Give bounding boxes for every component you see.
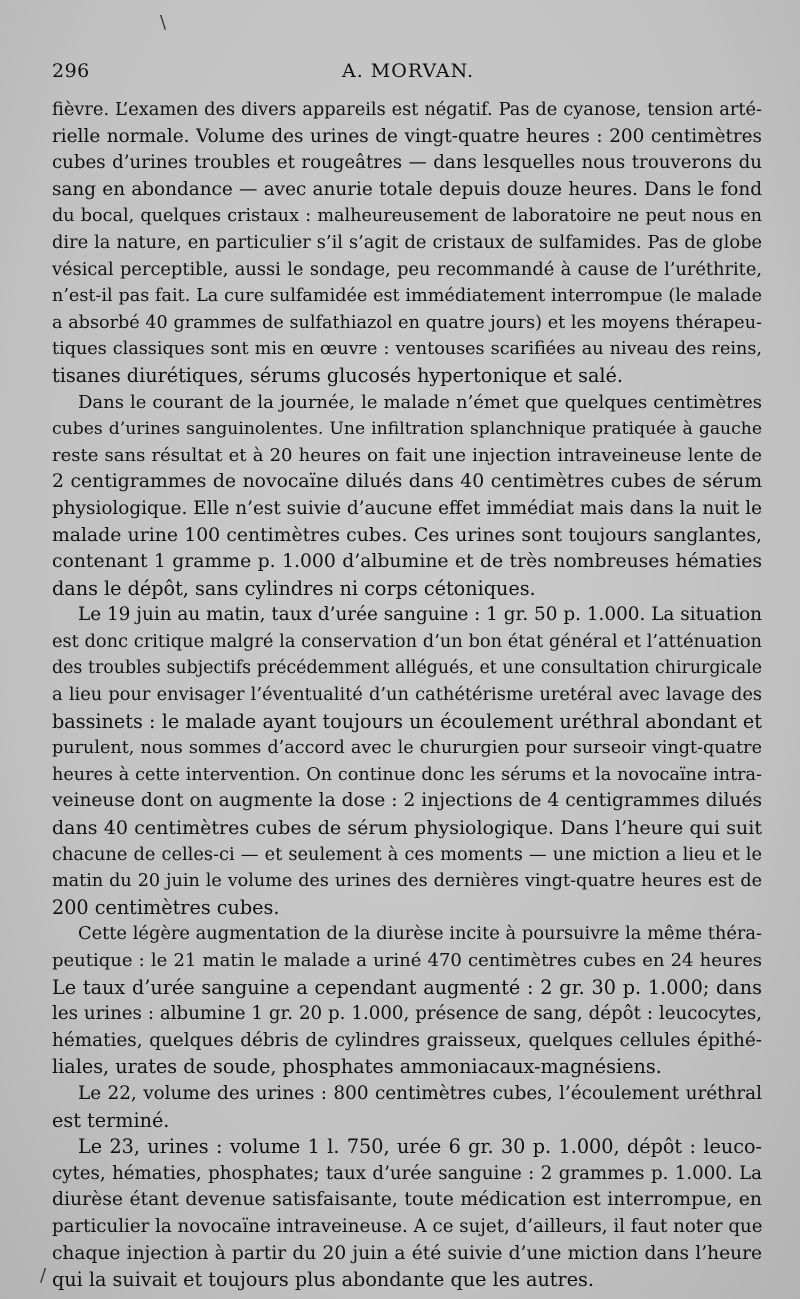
text-line: cubes d’urines troubles et rougeâtres — dans lesquelles nous trouverons du — [52, 152, 762, 174]
text-line: rielle normale. Volume des urines de vingt-quatre heures : 200 centimètres — [52, 125, 762, 147]
text-line: contenant 1 gramme p. 1.000 d’albumine et de très nombreuses hématies — [52, 551, 762, 573]
text-line: fièvre. L’examen des divers appareils est négatif. Pas de cyanose, tension arté- — [52, 99, 762, 120]
text-line: hématies, quelques débris de cylindres graisseux, quelques cellules épithé- — [52, 1029, 762, 1051]
text-line: cytes, hématies, phosphates; taux d’urée sanguine : 2 grammes p. 1.000. La — [52, 1162, 762, 1184]
text-line: malade urine 100 centimètres cubes. Ces urines sont toujours sanglantes, — [52, 524, 762, 546]
text-line: a lieu pour envisager l’éventualité d’un cathétérisme uretéral avec lavage des — [52, 684, 762, 706]
text-line: dans le dépôt, sans cylindres ni corps cétoniques. — [52, 576, 536, 600]
text-line: diurèse étant devenue satisfaisante, toute médication est interrompue, en — [52, 1189, 762, 1211]
text-line: vésical perceptible, aussi le sondage, peu recommandé à cause de l’uréthrite, — [52, 258, 762, 280]
text-line: 2 centigrammes de novocaïne dilués dans 40 centimètres cubes de sérum — [52, 471, 762, 493]
paragraph — [52, 921, 762, 1081]
text-line: a absorbé 40 grammes de sulfathiazol en quatre jours) et les moyens thérapeu- — [52, 312, 762, 333]
text-line: des troubles subjectifs précédemment allégués, et une consultation chirurgicale — [52, 658, 762, 679]
text-line: chacune de celles-ci — et seulement à ces moments — une miction a lieu et le — [52, 843, 762, 865]
text-line: tiques classiques sont mis en œuvre : ventouses scarifiées au niveau des reins, — [52, 339, 762, 360]
body-text — [52, 97, 762, 1294]
text-line: Cette légère augmentation de la diurèse incite à poursuivre la même théra- — [78, 923, 762, 945]
text-line: purulent, nous sommes d’accord avec le chururgien pour surseoir vingt-quatre — [52, 738, 762, 759]
paragraph — [52, 1134, 762, 1294]
text-line: Le 19 juin au matin, taux d’urée sanguine : 1 gr. 50 p. 1.000. La situation — [78, 604, 762, 626]
paragraph — [52, 1081, 762, 1134]
text-line: du bocal, quelques cristaux : malheureusement de laboratoire ne peut nous en — [52, 206, 762, 227]
scan-speck: \ — [160, 12, 167, 33]
text-line: matin du 20 juin le volume des urines des dernières vingt-quatre heures est de — [52, 871, 762, 892]
text-line: reste sans résultat et à 20 heures on fait une injection intraveineuse lente de — [52, 444, 762, 466]
running-head: A. MORVAN. — [342, 60, 475, 82]
text-line: est donc critique malgré la conservation d’un bon état général et l’atténuation — [52, 630, 762, 652]
text-line: qui la suivait et toujours plus abondante que les autres. — [52, 1268, 594, 1292]
text-line: bassinets : le malade ayant toujours un écoulement uréthral abondant et — [52, 709, 762, 733]
text-line: particulier la novocaïne intraveineuse. A ce sujet, d’ailleurs, il faut noter que — [52, 1215, 763, 1237]
text-line: physiologique. Elle n’est suivie d’aucune effet immédiat mais dans la nuit le — [52, 497, 762, 519]
text-line: les urines : albumine 1 gr. 20 p. 1.000, présence de sang, dépôt : leucocytes, — [52, 1003, 762, 1025]
text-line: heures à cette intervention. On continue donc les sérums et la novocaïne intra- — [52, 764, 762, 785]
page-number: 296 — [52, 60, 90, 82]
text-line: sang en abondance — avec anurie totale depuis douze heures. Dans le fond — [52, 178, 762, 200]
text-line: liales, urates de soude, phosphates ammoniacaux-magnésiens. — [52, 1055, 662, 1079]
text-line: veineuse dont on augmente la dose : 2 injections de 4 centigrammes dilués — [52, 790, 762, 812]
paragraph — [52, 390, 762, 603]
text-line: cubes d’urines sanguinolentes. Une infiltration splanchnique pratiquée à gauche — [52, 419, 762, 440]
paragraph — [52, 602, 762, 921]
text-line: est terminé. — [52, 1108, 170, 1132]
text-line: dire la nature, en particulier s’il s’agit de cristaux de sulfamides. Pas de globe — [52, 231, 762, 253]
text-line: peutique : le 21 matin le malade a uriné 470 centimètres cubes en 24 heures — [52, 950, 762, 971]
paragraph — [52, 97, 762, 390]
text-line: tisanes diurétiques, sérums glucosés hypertonique et salé. — [52, 363, 623, 387]
text-line: n’est-il pas fait. La cure sulfamidée est immédiatement interrompue (le malade — [52, 286, 762, 307]
text-line: Dans le courant de la journée, le malade n’émet que quelques centimètres — [78, 391, 762, 413]
page-header — [52, 60, 760, 88]
text-line: dans 40 centimètres cubes de sérum physiologique. Dans l’heure qui suit — [52, 817, 762, 840]
text-line: Le 23, urines : volume 1 l. 750, urée 6 gr. 30 p. 1.000, dépôt : leuco- — [78, 1135, 762, 1159]
scan-speck: / — [40, 1265, 47, 1286]
text-line: Le 22, volume des urines : 800 centimètres cubes, l’écoulement uréthral — [78, 1082, 762, 1104]
text-line: Le taux d’urée sanguine a cependant augmenté : 2 gr. 30 p. 1.000; dans — [52, 975, 762, 999]
text-line: chaque injection à partir du 20 juin a été suivie d’une miction dans l’heure — [52, 1242, 762, 1264]
text-line: 200 centimètres cubes. — [52, 895, 280, 919]
